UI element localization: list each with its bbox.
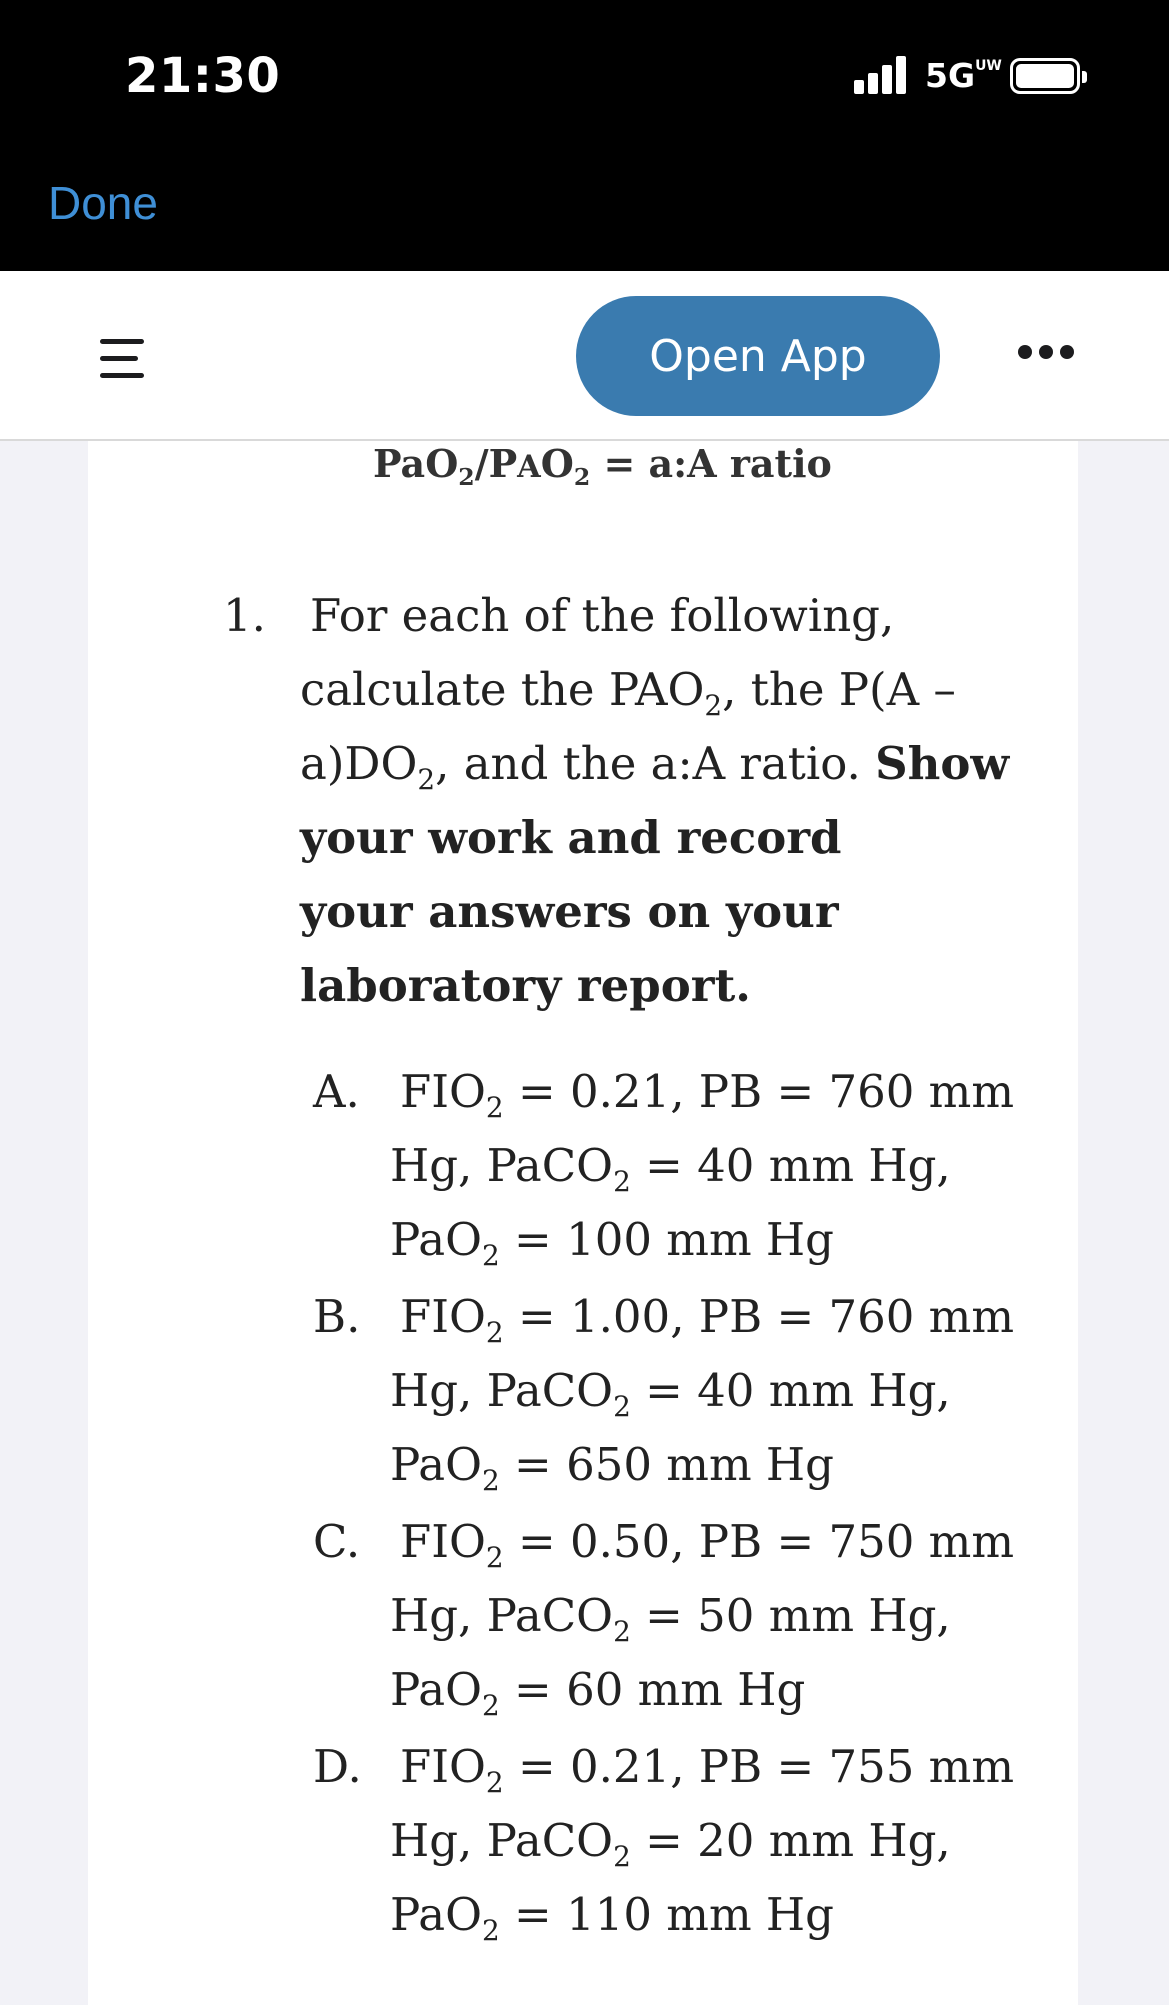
- battery-icon: [1010, 58, 1080, 94]
- menu-icon[interactable]: [100, 337, 144, 381]
- item-b-line-1: $FIO_2 = 1.00$, PB = 760 mm: [400, 1290, 1015, 1349]
- item-a-line-3: PaO$_2$ = 100 mm Hg: [390, 1213, 834, 1272]
- item-c-line-1: $FIO_2 = 0.50$, PB = 750 mm: [400, 1515, 1015, 1574]
- signal-strength-icon: [854, 56, 914, 94]
- more-options-icon[interactable]: [1018, 345, 1074, 361]
- item-a-line-1: $FIO_2 = 0.21$, PB = 760 mm: [400, 1065, 1015, 1124]
- item-d-letter: D.: [313, 1740, 362, 1793]
- document-page: [88, 441, 1078, 2005]
- item-b-line-3: PaO$_2$ = 650 mm Hg: [390, 1438, 834, 1497]
- status-time: 21:30: [125, 48, 281, 104]
- item-c-line-2: Hg, PaCO$_2$ = 50 mm Hg,: [390, 1589, 951, 1648]
- open-app-button[interactable]: Open App: [576, 296, 940, 416]
- item-a-line-2: Hg, PaCO$_2$ = 40 mm Hg,: [390, 1139, 951, 1198]
- question-line-3: $a)DO_2$, and the a:A ratio. Show: [300, 737, 1010, 796]
- done-button[interactable]: Done: [48, 177, 158, 229]
- question-line-6: laboratory report.: [300, 959, 751, 1012]
- item-c-line-3: PaO$_2$ = 60 mm Hg: [390, 1663, 806, 1722]
- item-b-letter: B.: [313, 1290, 361, 1343]
- network-sup-label: UW: [975, 58, 1002, 74]
- status-and-nav-bar: [0, 0, 1169, 271]
- network-label: 5G: [925, 56, 976, 95]
- question-line-4: your work and record: [300, 811, 842, 864]
- item-c-letter: C.: [313, 1515, 361, 1568]
- app-header: [0, 271, 1169, 441]
- item-d-line-2: Hg, PaCO$_2$ = 20 mm Hg,: [390, 1814, 951, 1873]
- item-a-letter: A.: [313, 1065, 360, 1118]
- question-number: 1.: [223, 589, 266, 642]
- item-b-line-2: Hg, PaCO$_2$ = 40 mm Hg,: [390, 1364, 951, 1423]
- network-indicator: [925, 56, 1002, 95]
- question-line-2: calculate the $PAO_2$, the P(A –: [300, 663, 956, 722]
- ratio-formula: $PaO_2/PAO_2$ = a:A ratio: [373, 441, 832, 492]
- question-line-1: For each of the following,: [310, 589, 895, 642]
- item-d-line-1: $FIO_2 = 0.21$, PB = 755 mm: [400, 1740, 1015, 1799]
- item-d-line-3: PaO$_2$ = 110 mm Hg: [390, 1888, 834, 1947]
- question-line-5: your answers on your: [300, 885, 839, 938]
